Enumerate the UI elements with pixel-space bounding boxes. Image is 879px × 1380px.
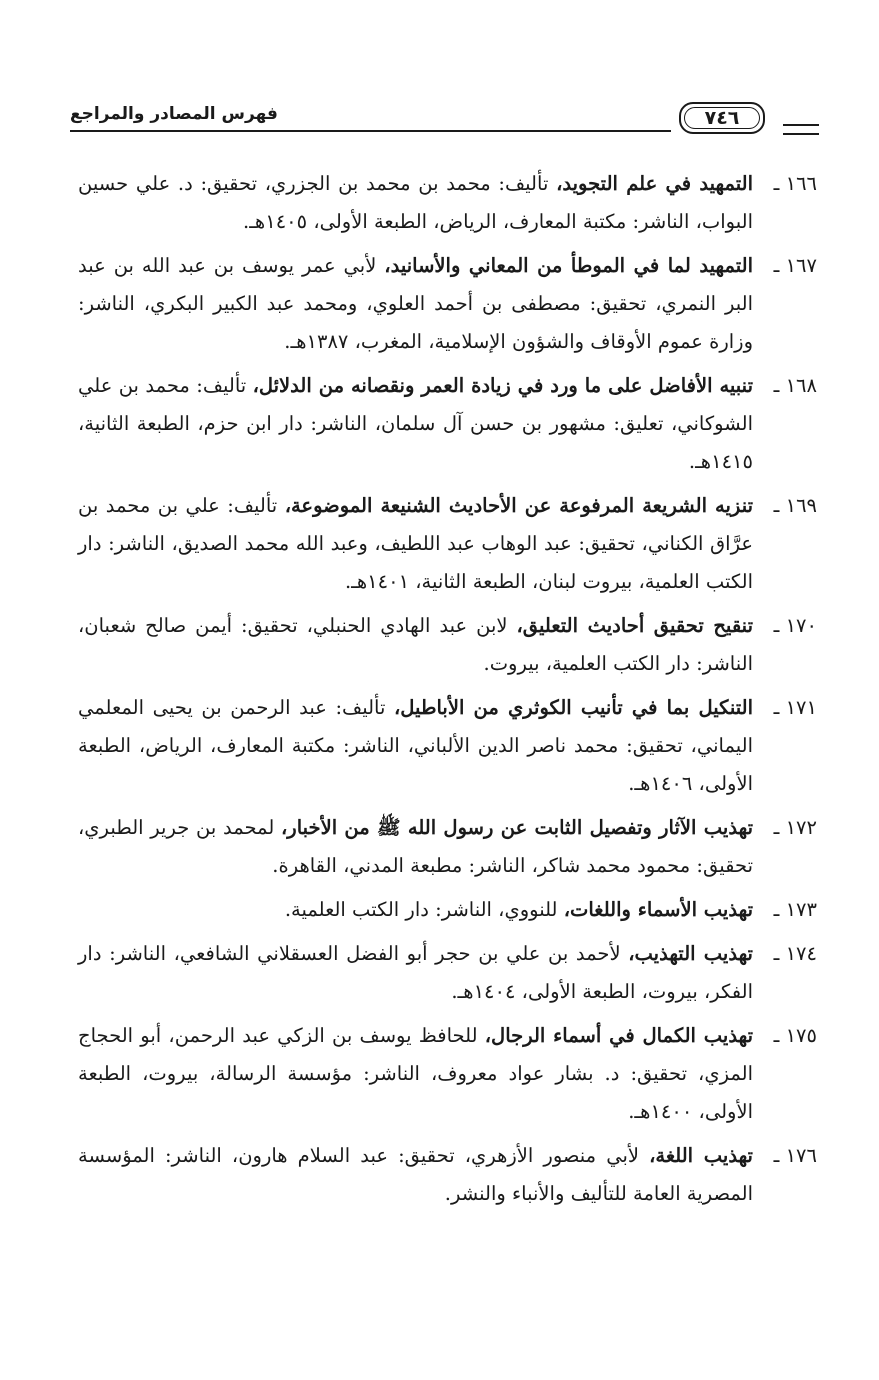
entry-number: ١٧٤ ـ bbox=[773, 942, 817, 965]
entry-number: ١٦٨ ـ bbox=[773, 374, 817, 397]
entry-number: ١٦٦ ـ bbox=[773, 172, 818, 195]
page-header bbox=[70, 100, 819, 144]
page-number-frame bbox=[679, 102, 765, 134]
bibliography-list bbox=[78, 165, 817, 1219]
page-number: ٧٤٦ bbox=[704, 107, 740, 129]
entry-details: تأليف: عبد الرحمن بن يحيى المعلمي اليماني، تحقيق: محمد ناصر الدين الألباني، الناشر: مكتبة المعارف، الرياض، الطبعة الأولى، ١٤٠٦هـ. bbox=[78, 696, 753, 795]
entry-number: ١٧٦ ـ bbox=[773, 1144, 817, 1167]
entry-title: التمهيد في علم التجويد، bbox=[556, 172, 754, 195]
bibliography-entry bbox=[78, 891, 817, 929]
entry-details: تأليف: محمد بن محمد بن الجزري، تحقيق: د. علي حسين البواب، الناشر: مكتبة المعارف، الرياض، الطبعة الأولى، ١٤٠٥هـ. bbox=[78, 172, 753, 233]
entry-number: ١٧٢ ـ bbox=[773, 816, 817, 839]
entry-details: تأليف: محمد بن علي الشوكاني، تعليق: مشهور بن حسن آل سلمان، الناشر: دار ابن حزم، الطبعة الثانية، ١٤١٥هـ. bbox=[78, 374, 753, 473]
entry-title: تنزيه الشريعة المرفوعة عن الأحاديث الشنيعة الموضوعة، bbox=[284, 494, 754, 517]
entry-details: تأليف: علي بن محمد بن عرَّاق الكناني، تحقيق: عبد الوهاب عبد اللطيف، وعبد الله محمد الصديق، الناشر: دار الكتب العلمية، بيروت لبنان، الطبعة الثانية، ١٤٠١هـ. bbox=[78, 494, 753, 593]
entry-title: تهذيب التهذيب، bbox=[628, 942, 753, 965]
entry-details: للنووي، الناشر: دار الكتب العلمية. bbox=[284, 898, 564, 921]
entry-title: تهذيب اللغة، bbox=[649, 1144, 753, 1167]
entry-details: لأبي عمر يوسف بن عبد الله بن عبد البر النمري، تحقيق: مصطفى بن أحمد العلوي، ومحمد عبد الكبير البكري، الناشر: وزارة عموم الأوقاف والشؤون الإسلامية، المغرب، ١٣٨٧هـ. bbox=[78, 254, 753, 353]
entry-number: ١٦٩ ـ bbox=[773, 494, 818, 517]
header-rule bbox=[70, 130, 671, 132]
entry-details: لابن عبد الهادي الحنبلي، تحقيق: أيمن صالح شعبان، الناشر: دار الكتب العلمية، بيروت. bbox=[78, 614, 753, 675]
bibliography-entry bbox=[78, 935, 817, 1011]
entry-title: التمهيد لما في الموطأ من المعاني والأسانيد، bbox=[384, 254, 753, 277]
bibliography-entry bbox=[78, 689, 817, 803]
bibliography-entry bbox=[78, 165, 817, 241]
entry-title: تهذيب الكمال في أسماء الرجال، bbox=[484, 1024, 753, 1047]
bibliography-entry bbox=[78, 487, 817, 601]
entry-details: لأبي منصور الأزهري، تحقيق: عبد السلام هارون، الناشر: المؤسسة المصرية العامة للتأليف والأنباء والنشر. bbox=[78, 1144, 753, 1205]
entry-title: تهذيب الأسماء واللغات، bbox=[563, 898, 753, 921]
entry-title: التنكيل بما في تأنيب الكوثري من الأباطيل، bbox=[394, 696, 753, 719]
bibliography-entry bbox=[78, 809, 817, 885]
entry-number: ١٧٥ ـ bbox=[773, 1024, 817, 1047]
entry-title: تهذيب الآثار وتفصيل الثابت عن رسول الله ﷺ من الأخبار، bbox=[280, 816, 753, 839]
bibliography-entry bbox=[78, 1137, 817, 1213]
bibliography-entry bbox=[78, 247, 817, 361]
header-rule-ornament bbox=[783, 124, 819, 135]
entry-number: ١٧٣ ـ bbox=[773, 898, 817, 921]
running-title: فهرس المصادر والمراجع bbox=[70, 104, 278, 124]
entry-title: تنبيه الأفاضل على ما ورد في زيادة العمر ونقصانه من الدلائل، bbox=[252, 374, 753, 397]
entry-number: ١٦٧ ـ bbox=[773, 254, 817, 277]
entry-title: تنقيح تحقيق أحاديث التعليق، bbox=[516, 614, 753, 637]
entry-number: ١٧٠ ـ bbox=[773, 614, 817, 637]
entry-number: ١٧١ ـ bbox=[773, 696, 817, 719]
bibliography-entry bbox=[78, 367, 817, 481]
entry-details: لأحمد بن علي بن حجر أبو الفضل العسقلاني الشافعي، الناشر: دار الفكر، بيروت، الطبعة الأولى، ١٤٠٤هـ. bbox=[78, 942, 753, 1003]
entry-details: لمحمد بن جرير الطبري، تحقيق: محمود محمد شاكر، الناشر: مطبعة المدني، القاهرة. bbox=[78, 816, 753, 877]
bibliography-entry bbox=[78, 607, 817, 683]
bibliography-entry bbox=[78, 1017, 817, 1131]
entry-details: للحافظ يوسف بن الزكي عبد الرحمن، أبو الحجاج المزي، تحقيق: د. بشار عواد معروف، الناشر: مؤسسة الرسالة، بيروت، الطبعة الأولى، ١٤٠٠هـ. bbox=[78, 1024, 753, 1123]
